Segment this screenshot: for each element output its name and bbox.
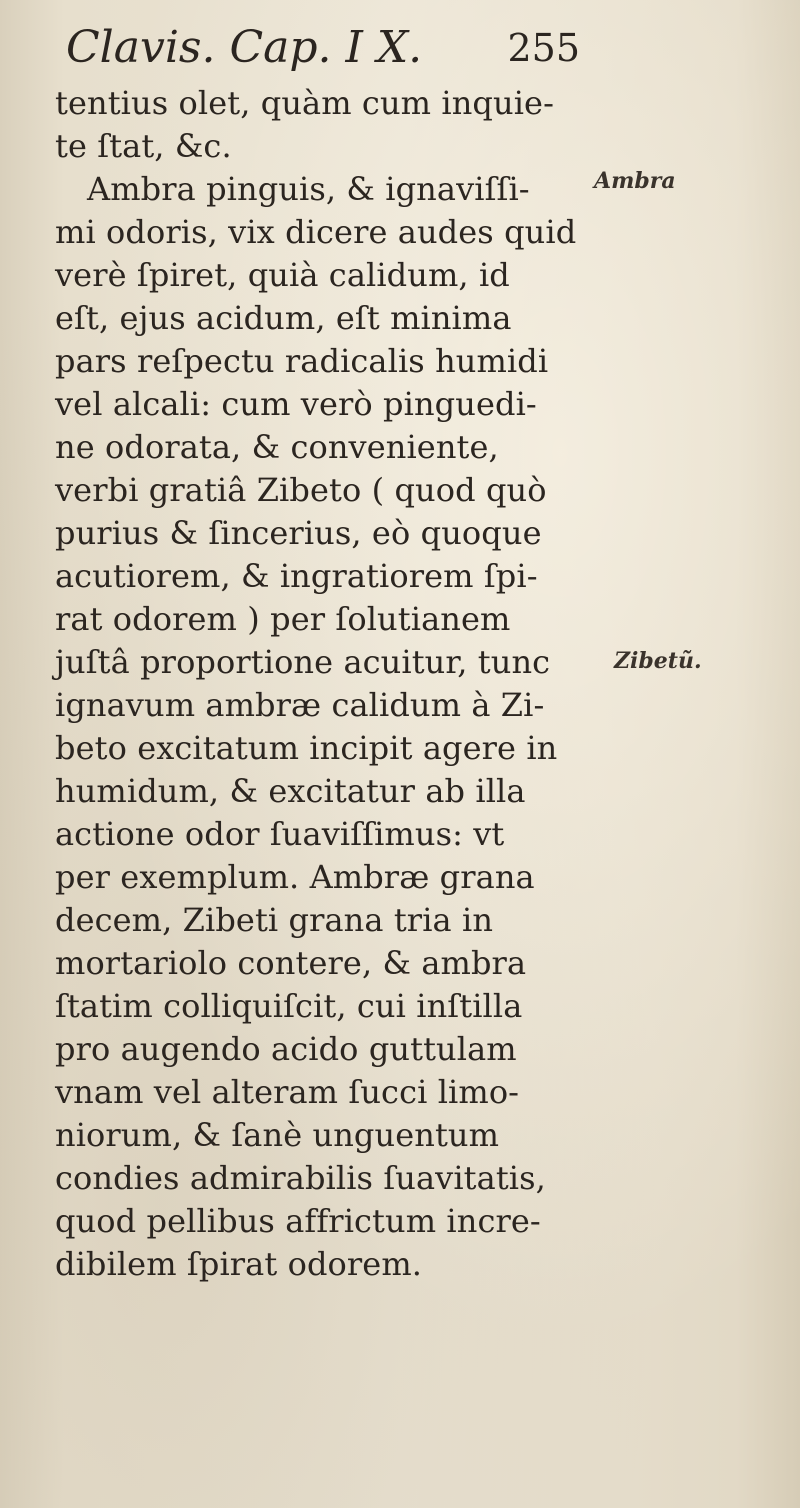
marginal-note-zibetum: Zibetũ. [614, 648, 702, 674]
text-line: eſt, ejus acidum, eſt minima [55, 299, 512, 337]
text-line: mortariolo contere, & ambra [55, 944, 527, 982]
text-line: per exemplum. Ambræ grana [55, 858, 535, 896]
text-line: pars reſpectu radicalis humidi [55, 342, 549, 380]
text-line: niorum, & ſanè unguentum [55, 1116, 500, 1154]
text-line: Ambra pinguis, & ignaviſſi- [87, 170, 530, 208]
marginal-note-ambra: Ambra [594, 168, 676, 194]
text-line: verbi gratiâ Zibeto ( quod quò [55, 471, 547, 509]
text-line: juſtâ proportione acuitur, tunc [55, 643, 551, 681]
text-line: acutiorem, & ingratiorem ſpi- [55, 557, 538, 595]
page-number: 255 [507, 26, 580, 70]
text-line: beto excitatum incipit agere in [55, 729, 558, 767]
text-line: verè ſpiret, quià calidum, id [55, 256, 510, 294]
page-header [60, 18, 580, 78]
text-line: mi odoris, vix dicere audes quid [55, 213, 577, 251]
text-line: te ſtat, &c. [55, 127, 232, 165]
text-line: condies admirabilis ſuavitatis, [55, 1159, 546, 1197]
text-line: dibilem ſpirat odorem. [55, 1245, 423, 1283]
text-line: actione odor ſuaviſſimus: vt [55, 815, 505, 853]
text-line: quod pellibus affrictum incre- [55, 1202, 541, 1240]
text-line: ignavum ambræ calidum à Zi- [55, 686, 545, 724]
text-line: humidum, & excitatur ab illa [55, 772, 526, 810]
text-line: vel alcali: cum verò pinguedi- [55, 385, 537, 423]
running-title: Clavis. Cap. I X. [66, 22, 423, 73]
text-line: decem, Zibeti grana tria in [55, 901, 494, 939]
text-line: ne odorata, & conveniente, [55, 428, 499, 466]
text-line: ſtatim colliquiſcit, cui inſtilla [55, 987, 523, 1025]
text-line: tentius olet, quàm cum inquie- [55, 84, 554, 122]
text-line: pro augendo acido guttulam [55, 1030, 517, 1068]
text-line: rat odorem ) per ſolutianem [55, 600, 511, 638]
body-text [55, 82, 585, 1286]
text-line: purius & ſincerius, eò quoque [55, 514, 542, 552]
text-line: vnam vel alteram ſucci limo- [55, 1073, 520, 1111]
